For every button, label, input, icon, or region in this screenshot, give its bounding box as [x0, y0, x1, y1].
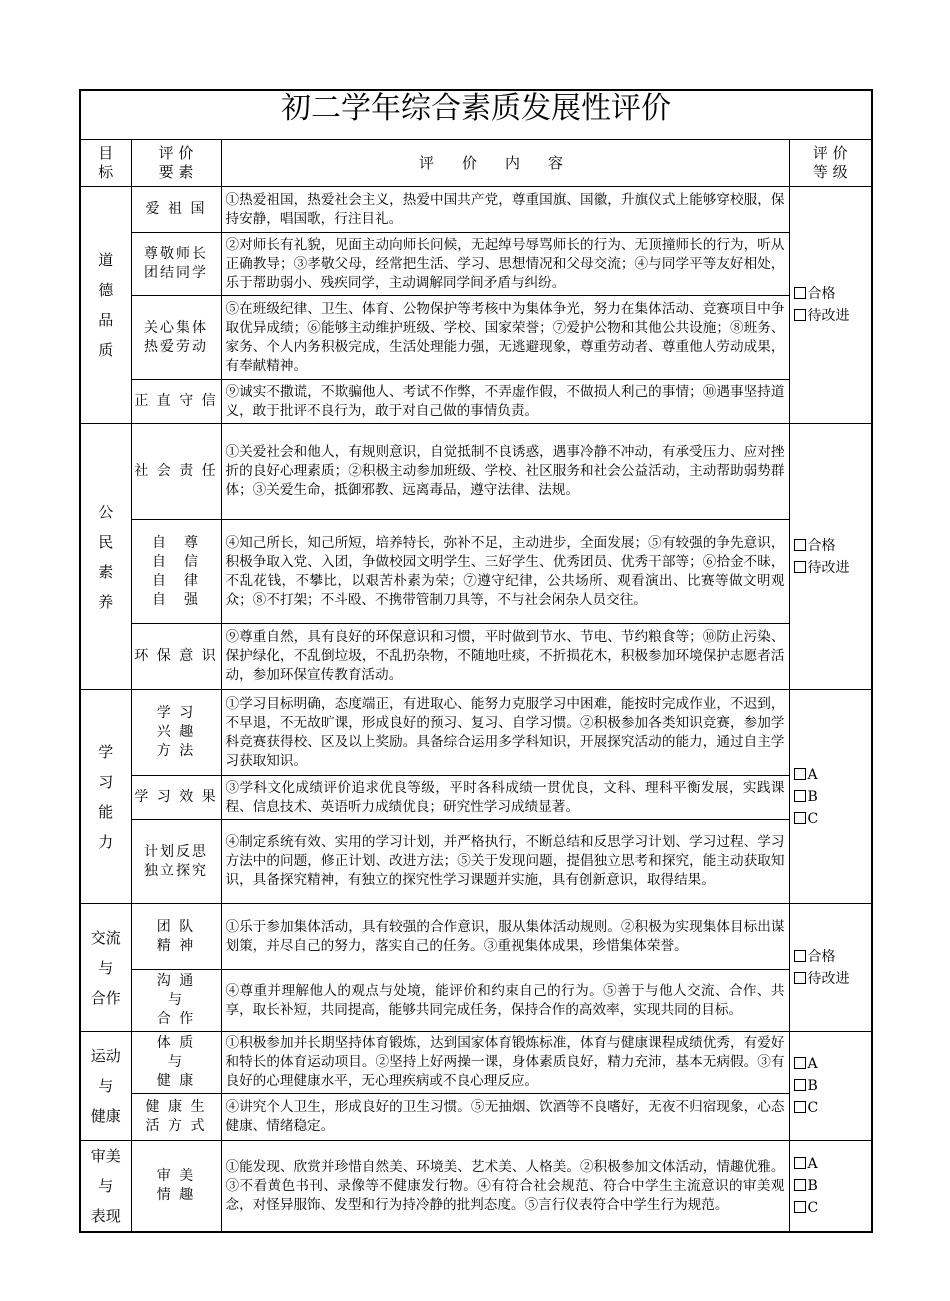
content-cell: ①学习目标明确，态度端正，有进取心、能努力克服学习中困难，能按时完成作业，不迟到，不早退，不无故旷课，形成良好的预习、复习、自学习惯。②积极参加各类知识竞赛，参加学科竞赛获得校、区及以上奖励。具备综合运用多学科知识，开展探究活动的能力，通过自主学习获取知识。	[221, 690, 789, 776]
table-row	[80, 187, 872, 233]
target-cell	[80, 690, 131, 904]
factor-cell	[131, 690, 221, 776]
factor-cell	[131, 904, 221, 970]
table-row	[80, 776, 872, 820]
header-grade-label: 评 价 等 级	[812, 144, 848, 181]
factor-label: 关心集体 热爱劳动	[144, 319, 208, 355]
checkbox-icon[interactable]	[794, 1101, 806, 1113]
content-cell: ④制定系统有效、实用的学习计划，并严格执行，不断总结和反思学习计划、学习过程、学习方法中的问题，修正计划、改进方法；⑤关于发现问题，提倡独立思考和探究，能主动获取知识，具备探究精神，有独立的探究性学习课题并实施，具有创新意识，取得结果。	[221, 820, 789, 904]
grade-option-label: 合格	[807, 537, 836, 554]
grade-option-label: C	[807, 1100, 819, 1116]
content-cell: ⑨尊重自然，具有良好的环保意识和习惯，平时做到节水、节电、节约粮食等；⑩防止污染、保护绿化，不乱倒垃圾，不乱扔杂物，不随地吐痰，不折损花木，积极参加环境保护志愿者活动，参加环保宣传教育活动。	[221, 624, 789, 690]
content-cell: ④尊重并理解他人的观点与处境，能评价和约束自己的行为。⑤善于与他人交流、合作、共享，取长补短，共同提高，能够共同完成任务，保持合作的高效率，实现共同的目标。	[221, 970, 789, 1032]
factor-cell	[131, 1094, 221, 1141]
target-cell	[80, 904, 131, 1032]
checkbox-icon[interactable]	[794, 1157, 806, 1169]
checkbox-icon[interactable]	[794, 1179, 806, 1191]
grade-cell	[789, 690, 872, 904]
target-label: 学 习 能 力	[98, 742, 114, 851]
content-cell: ①关爱社会和他人，有规则意识，自觉抵制不良诱惑，遇事冷静不冲动，有承受压力、应对挫折的良好心理素质；②积极主动参加班级、学校、社区服务和社会公益活动，主动帮助弱势群体；③关爱生命，抵御邪教、远离毒品，遵守法律、法规。	[221, 424, 789, 520]
factor-cell	[131, 820, 221, 904]
content-cell: ①热爱祖国，热爱社会主义，热爱中国共产党，尊重国旗、国徽，升旗仪式上能够穿校服，保持安静，唱国歌，行注目礼。	[221, 187, 789, 233]
grade-option-label: 待改进	[807, 970, 850, 987]
target-label: 审美 与 表现	[90, 1147, 121, 1225]
grade-option[interactable]	[794, 808, 872, 830]
grade-option[interactable]	[794, 1197, 872, 1219]
checkbox-icon[interactable]	[794, 950, 806, 962]
checkbox-icon[interactable]	[794, 972, 806, 984]
header-grade	[789, 140, 872, 187]
checkbox-icon[interactable]	[794, 768, 806, 780]
grade-option[interactable]	[794, 283, 872, 305]
factor-cell	[131, 380, 221, 424]
grade-option-label: B	[807, 788, 818, 805]
factor-label: 体 质 与 健 康	[156, 1035, 196, 1089]
checkbox-icon[interactable]	[794, 561, 806, 573]
checkbox-icon[interactable]	[794, 812, 806, 824]
grade-option-label: B	[807, 1178, 818, 1194]
table-row	[80, 424, 872, 520]
header-content	[221, 140, 789, 187]
grade-option-label: C	[807, 810, 819, 827]
factor-cell	[131, 1141, 221, 1233]
content-cell: ⑤在班级纪律、卫生、体育、公物保护等考核中为集体争光，努力在集体活动、竞赛项目中争取优异成绩；⑥能够主动维护班级、学校、国家荣誉；⑦爱护公物和其他公共设施；⑧班务、家务、个人内务积极完成，生活处理能力强，无逃避现象，尊重劳动者、尊重他人劳动成果，有奉献精神。	[221, 296, 789, 380]
grade-option[interactable]	[794, 305, 872, 327]
grade-option-label: 合格	[807, 948, 836, 965]
checkbox-icon[interactable]	[794, 309, 806, 321]
content-cell: ①能发现、欣赏并珍惜自然美、环境美、艺术美、人格美。②积极参加文体活动，情趣优雅。③不看黄色书刊、录像等不健康发行物。④有符合社会规范、符合中学生主流意识的审美观念，对怪异服饰、发型和行为持冷静的批判态度。⑤言行仪表符合中学生行为规范。	[221, 1141, 789, 1233]
grade-cell	[789, 424, 872, 690]
factor-cell	[131, 520, 221, 624]
header-factor	[131, 140, 221, 187]
grade-option[interactable]	[794, 1075, 872, 1097]
page-title: 初二学年综合素质发展性评价	[281, 91, 671, 126]
grade-cell	[789, 1032, 872, 1141]
content-cell: ④讲究个人卫生，形成良好的卫生习惯。⑤无抽烟、饮酒等不良嗜好，无夜不归宿现象，心态健康、情绪稳定。	[221, 1094, 789, 1141]
grade-option[interactable]	[794, 557, 872, 579]
factor-label: 环 保 意 识	[134, 648, 218, 664]
table-row	[80, 233, 872, 296]
checkbox-icon[interactable]	[794, 790, 806, 802]
table-row	[80, 904, 872, 970]
grade-option[interactable]	[794, 764, 872, 786]
table-row	[80, 970, 872, 1032]
factor-cell	[131, 1032, 221, 1094]
content-cell: ③学科文化成绩评价追求优良等级，平时各科成绩一贯优良，文科、理科平衡发展，实践课程、信息技术、英语听力成绩优良；研究性学习成绩显著。	[221, 776, 789, 820]
factor-label: 正 直 守 信	[134, 393, 218, 409]
factor-cell	[131, 233, 221, 296]
target-cell	[80, 187, 131, 424]
factor-label: 自 尊 自 信 自 律 自 强	[152, 534, 200, 608]
grade-option-label: C	[807, 1200, 819, 1216]
factor-label: 社 会 责 任	[134, 463, 218, 479]
target-label: 公 民 素 养	[98, 502, 114, 611]
content-cell: ②对师长有礼貌，见面主动向师长问候，无起绰号辱骂师长的行为、无顶撞师长的行为，听从正确教导；③孝敬父母，经常把生活、学习、思想情况和父母交流；④与同学平等友好相处，乐于帮助弱小、残疾同学，主动调解同学间矛盾与纠纷。	[221, 233, 789, 296]
factor-cell	[131, 187, 221, 233]
table-row	[80, 296, 872, 380]
title-cell	[80, 90, 872, 140]
grade-option-label: A	[807, 1156, 818, 1172]
table-row	[80, 520, 872, 624]
grade-option-label: A	[807, 766, 818, 783]
evaluation-sheet	[79, 89, 871, 1233]
grade-option-label: A	[807, 1056, 818, 1072]
content-cell: ④知己所长，知己所短，培养特长，弥补不足，主动进步，全面发展；⑤有较强的争先意识，积极争取入党、入团，争做校园文明学生、三好学生、优秀团员、优秀干部等；⑥拾金不昧，不乱花钱，不攀比，以艰苦朴素为荣；⑦遵守纪律，公共场所、观看演出、比赛等做文明观众；⑧不打架；不斗殴、不携带管制刀具等，不与社会闲杂人员交往。	[221, 520, 789, 624]
target-label: 运动 与 健康	[90, 1047, 121, 1125]
factor-label: 计划反思 独立探究	[144, 843, 208, 879]
grade-cell	[789, 1141, 872, 1233]
target-label: 交流 与 合作	[90, 928, 121, 1007]
grade-option[interactable]	[794, 946, 872, 968]
factor-cell	[131, 776, 221, 820]
header-factor-label: 评 价 要 素	[158, 144, 194, 181]
target-cell	[80, 1141, 131, 1233]
factor-label: 学 习 效 果	[134, 789, 218, 805]
table-row	[80, 624, 872, 690]
checkbox-icon[interactable]	[794, 1201, 806, 1213]
grade-option-label: 待改进	[807, 559, 850, 576]
grade-option[interactable]	[794, 1153, 872, 1175]
content-cell: ①积极参加并长期坚持体育锻炼，达到国家体育锻炼标准，体育与健康课程成绩优秀，有爱好和特长的体育运动项目。②坚持上好两操一课，身体素质良好，精力充沛，基本无病假。③有良好的心理健康水平，无心理疾病或不良心理反应。	[221, 1032, 789, 1094]
factor-cell	[131, 970, 221, 1032]
grade-option-label: B	[807, 1078, 818, 1094]
header-content-label: 评价内容	[418, 153, 591, 172]
factor-label: 健 康 生 活 方 式	[145, 1099, 207, 1134]
factor-cell	[131, 624, 221, 690]
content-cell: ⑨诚实不撒谎，不欺骗他人、考试不作弊，不弄虚作假，不做损人利己的事情；⑩遇事坚持道义，敢于批评不良行为，敢于对自己做的事情负责。	[221, 380, 789, 424]
grade-option[interactable]	[794, 968, 872, 990]
table-row	[80, 1094, 872, 1141]
grade-option[interactable]	[794, 1097, 872, 1119]
grade-option[interactable]	[794, 1175, 872, 1197]
table-row	[80, 690, 872, 776]
factor-label: 沟 通 与 合 作	[156, 973, 196, 1027]
checkbox-icon[interactable]	[794, 287, 806, 299]
factor-cell	[131, 424, 221, 520]
table-row	[80, 1032, 872, 1094]
grade-option[interactable]	[794, 786, 872, 808]
factor-label: 尊敬师长 团结同学	[144, 246, 208, 281]
evaluation-table	[79, 89, 873, 1233]
table-row	[80, 1141, 872, 1233]
factor-label: 审 美 情 趣	[156, 1168, 196, 1203]
checkbox-icon[interactable]	[794, 1057, 806, 1069]
content-cell: ①乐于参加集体活动，具有较强的合作意识，服从集体活动规则。②积极为实现集体目标出谋划策，并尽自己的努力，落实自己的任务。③重视集体成果，珍惜集体荣誉。	[221, 904, 789, 970]
grade-option-label: 合格	[807, 286, 836, 302]
header-target	[80, 140, 131, 187]
grade-cell	[789, 187, 872, 424]
header-target-label: 目 标	[98, 144, 114, 181]
factor-label: 团 队 精 神	[156, 918, 196, 954]
table-row	[80, 820, 872, 904]
target-label: 道 德 品 质	[98, 251, 114, 359]
factor-label: 爱 祖 国	[145, 201, 207, 217]
target-cell	[80, 424, 131, 690]
checkbox-icon[interactable]	[794, 539, 806, 551]
grade-option-label: 待改进	[807, 308, 850, 324]
target-cell	[80, 1032, 131, 1141]
grade-cell	[789, 904, 872, 1032]
factor-label: 学 习 兴 趣 方 法	[156, 705, 196, 759]
checkbox-icon[interactable]	[794, 1079, 806, 1091]
table-row	[80, 380, 872, 424]
grade-option[interactable]	[794, 1053, 872, 1075]
factor-cell	[131, 296, 221, 380]
grade-option[interactable]	[794, 535, 872, 557]
